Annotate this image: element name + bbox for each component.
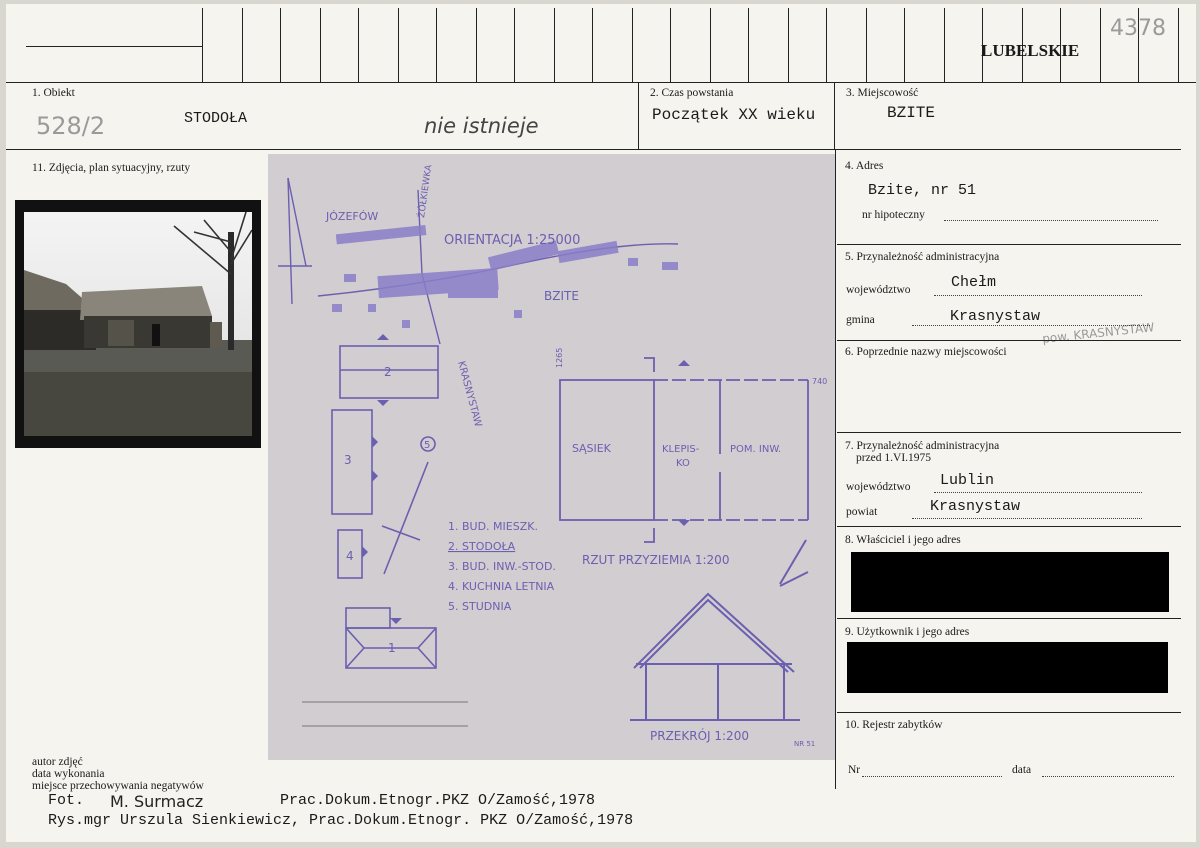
row-rule — [837, 432, 1181, 433]
title-rule — [26, 46, 202, 47]
object-note: nie istnieje — [424, 114, 539, 138]
header-rule — [6, 82, 1196, 83]
tab-divider — [866, 8, 867, 82]
tab-divider — [320, 8, 321, 82]
date-created-label: 2. Czas powstania — [650, 87, 734, 99]
admin-before-sublabel: przed 1.VI.1975 — [856, 452, 932, 464]
map-road-north: ŻÓŁKIEWKA — [417, 164, 435, 219]
legend-item: 3. BUD. INW.-STOD. — [448, 560, 556, 573]
commune-line — [912, 325, 1150, 326]
user-redaction — [847, 642, 1168, 693]
photo-author-label: autor zdjęć — [32, 756, 83, 768]
register-label: 10. Rejestr zabytków — [845, 719, 943, 731]
register-nr-line — [862, 776, 1002, 777]
voivodeship-label: województwo — [846, 284, 911, 296]
room-klepisko-b: KO — [676, 458, 690, 469]
drawing-credit: Rys.mgr Urszula Sienkiewicz, Prac.Dokum.Etnogr. PKZ O/Zamość,1978 — [48, 812, 634, 829]
tab-divider — [670, 8, 671, 82]
locality-label: 3. Miejscowość — [846, 87, 919, 99]
former-names-label: 6. Poprzednie nazwy miejscowości — [845, 346, 1007, 358]
tab-divider — [788, 8, 789, 82]
row-rule — [837, 618, 1181, 619]
tab-divider — [242, 8, 243, 82]
tab-divider — [358, 8, 359, 82]
row-rule — [837, 526, 1181, 527]
address-value: Bzite, nr 51 — [868, 182, 977, 199]
site-label-4: 4 — [346, 549, 354, 563]
tab-divider — [710, 8, 711, 82]
voivodeship-before-value: Lublin — [940, 472, 995, 489]
region-label: LUBELSKIE — [981, 41, 1080, 60]
voivodeship-before-line — [934, 492, 1142, 493]
user-label: 9. Użytkownik i jego adres — [845, 626, 970, 638]
voivodeship-value: Chełm — [951, 274, 997, 291]
voivodeship-before-label: województwo — [846, 481, 911, 493]
voivodeship-line — [934, 295, 1142, 296]
object-label: 1. Obiekt — [32, 87, 75, 99]
site-label-5: 5 — [424, 440, 431, 451]
tab-divider — [904, 8, 905, 82]
mortgage-label: nr hipoteczny — [862, 209, 925, 221]
tab-divider — [202, 8, 203, 82]
tab-divider — [592, 8, 593, 82]
site-label-3: 3 — [344, 453, 352, 467]
catalog-card — [6, 4, 1196, 842]
owner-redaction — [851, 552, 1169, 612]
register-date-label: data — [1012, 764, 1032, 776]
tab-divider — [476, 8, 477, 82]
map-village-bzite: BZITE — [544, 289, 579, 303]
legend-item: 1. BUD. MIESZK. — [448, 520, 538, 533]
row-rule — [6, 149, 1181, 150]
county-line — [912, 518, 1142, 519]
map-orientation: ORIENTACJA 1:25000 — [444, 233, 581, 248]
card-number: 4378 — [1110, 16, 1166, 41]
commune-note: pow. KRASNYSTAW — [1041, 320, 1156, 346]
row-rule — [837, 712, 1181, 713]
tab-divider — [280, 8, 281, 82]
room-pom-inw: POM. INW. — [730, 444, 782, 455]
site-plan-drawing — [268, 154, 835, 760]
row-rule — [837, 244, 1181, 245]
admin-before-label: 7. Przynależność administracyjna — [845, 440, 1000, 452]
divider — [638, 83, 639, 149]
map-road-south: KRASNYSTAW — [455, 359, 484, 429]
register-date-line — [1042, 776, 1174, 777]
commune-label: gmina — [846, 314, 875, 326]
barn-photo-frame — [15, 200, 261, 448]
photos-label: 11. Zdjęcia, plan sytuacyjny, rzuty — [32, 162, 191, 174]
photo-date-label: data wykonania — [32, 768, 105, 780]
mortgage-line — [944, 220, 1158, 221]
county-label: powiat — [846, 506, 878, 518]
legend-item: 2. STODOŁA — [448, 540, 516, 553]
register-nr-label: Nr — [848, 764, 861, 776]
column-divider — [835, 149, 836, 789]
object-value: STODOŁA — [184, 110, 248, 127]
plan-title: RZUT PRZYZIEMIA 1:200 — [582, 553, 730, 567]
tab-divider — [1100, 8, 1101, 82]
room-sasiek: SĄSIEK — [572, 442, 611, 455]
sheet-number: NR 51 — [794, 740, 816, 748]
photo-credit: Prac.Dokum.Etnogr.PKZ O/Zamość,1978 — [280, 792, 596, 809]
commune-value: Krasnystaw — [950, 308, 1041, 325]
date-created-value: Początek XX wieku — [652, 106, 816, 124]
tab-divider — [748, 8, 749, 82]
row-rule — [837, 340, 1181, 341]
tab-divider — [554, 8, 555, 82]
legend-item: 5. STUDNIA — [448, 600, 512, 613]
tab-divider — [436, 8, 437, 82]
divider — [834, 83, 835, 149]
tab-divider — [632, 8, 633, 82]
room-klepisko-a: KLEPIS- — [662, 444, 700, 455]
admin-label: 5. Przynależność administracyjna — [845, 251, 1000, 263]
section-title: PRZEKRÓJ 1:200 — [650, 729, 749, 743]
map-village-jozefow: JÓZEFÓW — [326, 210, 379, 223]
tab-divider — [944, 8, 945, 82]
site-label-1: 1 — [388, 641, 396, 655]
dimension-length: 1265 — [555, 347, 564, 368]
photo-author: M. Surmacz — [110, 792, 204, 811]
locality-value: BZITE — [887, 104, 936, 122]
county-value: Krasnystaw — [930, 498, 1021, 515]
photo-credit-prefix: Fot. — [48, 792, 85, 809]
address-label: 4. Adres — [845, 160, 884, 172]
owner-label: 8. Właściciel i jego adres — [845, 534, 961, 546]
legend-item: 4. KUCHNIA LETNIA — [448, 580, 555, 593]
tab-divider — [398, 8, 399, 82]
barn-photo — [24, 212, 252, 436]
site-label-2: 2 — [384, 365, 392, 379]
inventory-number: 528/2 — [36, 112, 106, 140]
tab-divider — [1178, 8, 1179, 82]
dimension-width: 740 — [812, 377, 828, 386]
tab-divider — [514, 8, 515, 82]
tab-divider — [826, 8, 827, 82]
negatives-label: miejsce przechowywania negatywów — [32, 780, 204, 792]
drawing-canvas — [268, 154, 835, 760]
